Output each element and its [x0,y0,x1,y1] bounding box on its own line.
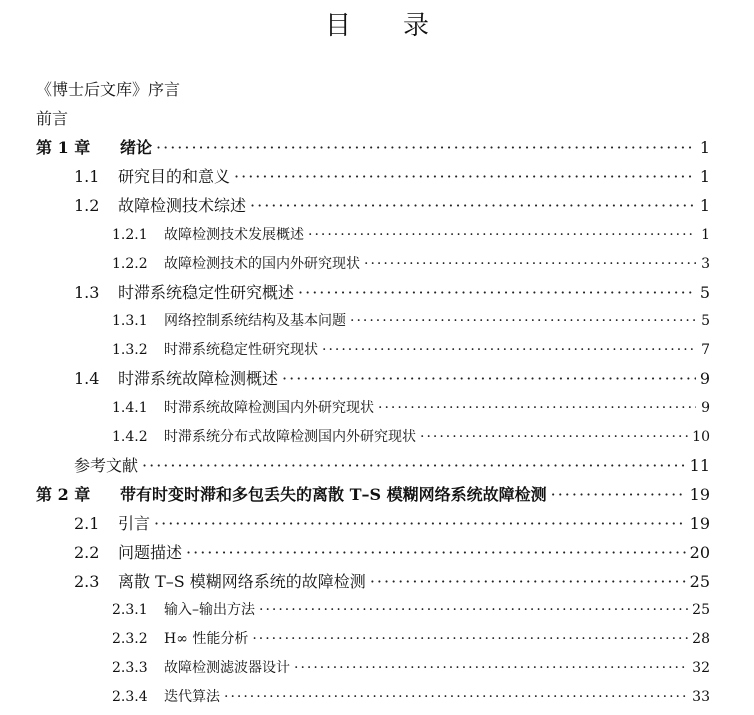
toc-leader-dots [350,311,696,331]
toc-entry-page: 19 [689,484,710,504]
toc-entry[interactable] [0,652,754,678]
toc-entry-title: 时滞系统稳定性研究现状 [164,342,318,359]
toc-entry-title: 离散 T–S 模糊网络系统的故障检测 [118,571,366,591]
toc-leader-dots [250,196,696,216]
toc-entry[interactable] [0,334,754,360]
toc-entry-title: 研究目的和意义 [118,166,231,186]
toc-leader-dots [322,340,696,360]
toc-entry-page: 28 [692,631,710,648]
toc-entry[interactable] [0,450,754,476]
toc-entry[interactable] [0,161,754,187]
toc-entry[interactable] [0,363,754,389]
toc-leader-dots [186,543,686,563]
toc-entry-title: 引言 [118,513,151,533]
toc-entry-page: 7 [701,342,710,359]
toc-entry[interactable] [0,248,754,274]
toc-front-matter-foreword[interactable]: 前言 [36,109,69,128]
toc-entry-page: 9 [701,400,710,417]
toc-leader-dots [234,167,696,187]
toc-leader-dots [156,138,696,158]
toc-entry-number: 第 2 章 [36,484,91,504]
toc-leader-dots [298,283,696,303]
toc-leader-dots [364,254,696,274]
toc-entry[interactable] [0,277,754,303]
toc-entry[interactable] [0,537,754,563]
toc-entry-page: 5 [701,313,710,330]
toc-entry-number: 1.3.2 [112,342,148,359]
toc-entry-page: 1 [701,226,710,243]
toc-entry-number: 1.3.1 [112,313,148,330]
toc-entry-title: 故障检测滤波器设计 [164,660,290,677]
toc-leader-dots [154,514,686,534]
toc-entry[interactable] [0,594,754,620]
toc-entry-page: 19 [689,513,710,533]
toc-entry-number: 1.2 [74,195,100,215]
toc-leader-dots [252,629,688,649]
toc-entry-page: 32 [692,660,710,677]
toc-leader-dots [308,225,696,245]
toc-leader-dots [259,600,688,620]
toc-entry-number: 1.2.1 [112,226,148,243]
toc-entry-number: 第 1 章 [36,138,91,157]
toc-entry-title: 带有时变时滞和多包丢失的离散 T–S 模糊网络系统故障检测 [120,484,547,504]
toc-entry-title: 网络控制系统结构及基本问题 [164,313,346,330]
toc-entry[interactable] [0,566,754,592]
toc-entry-title: 迭代算法 [164,689,220,706]
toc-leader-dots [282,369,696,389]
toc-entry-number: 2.3.2 [112,631,148,648]
toc-entry-number: 1.4.2 [112,429,148,445]
toc-entry-title: 输入–输出方法 [164,602,255,619]
toc-entry-page: 3 [701,255,710,272]
toc-entry[interactable] [0,392,754,418]
toc-entry-title: 故障检测技术发展概述 [164,226,304,243]
toc-entry-number: 2.2 [74,542,100,562]
toc-entry-page: 10 [692,429,710,445]
toc-entry[interactable] [0,190,754,216]
toc-entry[interactable] [0,681,754,707]
toc-entry-number: 2.3 [74,571,100,591]
toc-leader-dots [294,658,688,678]
toc-entry-title: 故障检测技术综述 [118,195,247,215]
toc-entry-page: 1 [699,138,710,157]
toc-entry-title: 参考文献 [74,455,139,475]
toc-entry-page: 1 [699,166,710,186]
toc-entry-page: 25 [692,602,710,619]
toc-entry-number: 1.4 [74,369,100,389]
toc-entry-title: 时滞系统故障检测概述 [118,369,279,389]
toc-leader-dots [370,572,686,592]
toc-leader-dots [551,485,686,505]
toc-entry[interactable] [0,479,754,505]
toc-entry-number: 1.4.1 [112,400,148,417]
toc-entry-number: 2.3.4 [112,689,148,706]
toc-entry-page: 1 [699,195,710,215]
toc-entry-number: 2.3.1 [112,602,148,619]
toc-entry-title: H∞ 性能分析 [164,631,249,648]
toc-entry-title: 时滞系统故障检测国内外研究现状 [164,400,374,417]
toc-entry-number: 2.3.3 [112,660,148,677]
toc-entry[interactable] [0,508,754,534]
toc-leader-dots [420,427,688,447]
toc-entry[interactable] [0,219,754,245]
toc-entry-page: 20 [689,542,710,562]
toc-entry-number: 1.3 [74,282,100,302]
toc-entry-page: 25 [689,571,710,591]
toc-entry-page: 9 [699,369,710,389]
toc-front-matter-preface[interactable]: 《博士后文库》序言 [36,80,181,99]
toc-entry[interactable] [0,305,754,331]
toc-entry-title: 问题描述 [118,542,183,562]
toc-entry-title: 时滞系统分布式故障检测国内外研究现状 [164,429,416,445]
toc-entry-number: 2.1 [74,513,100,533]
toc-entry-title: 绪论 [120,138,153,157]
toc-entry-number: 1.1 [74,166,100,186]
toc-entry-page: 5 [699,282,710,302]
toc-entry[interactable] [0,623,754,649]
toc-entry-page: 33 [692,689,710,706]
page-title: 目录 [324,11,481,41]
toc-leader-dots [142,456,686,476]
toc-leader-dots [224,687,688,707]
toc-entry-page: 11 [689,455,710,475]
toc-entry-title: 故障检测技术的国内外研究现状 [164,255,360,272]
toc-leader-dots [378,398,696,418]
toc-entry-title: 时滞系统稳定性研究概述 [118,282,295,302]
toc-entry[interactable] [0,421,754,447]
toc-entry[interactable] [0,132,754,158]
toc-entry-number: 1.2.2 [112,255,148,272]
